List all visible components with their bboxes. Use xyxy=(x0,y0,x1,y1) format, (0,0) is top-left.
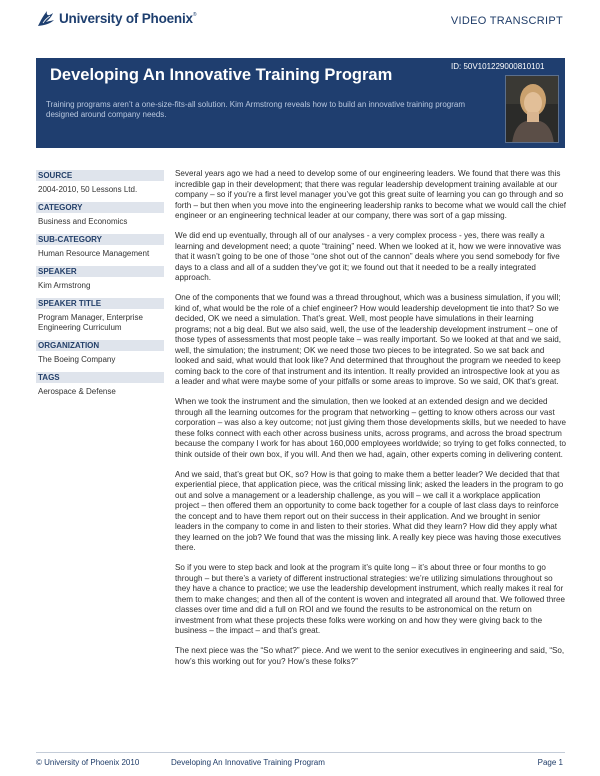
speaker-label: SPEAKER xyxy=(36,266,164,277)
source-value: 2004-2010, 50 Lessons Ltd. xyxy=(38,185,138,194)
brand-name: University of Phoenix® xyxy=(59,10,197,26)
transcript-paragraph: So if you were to step back and look at the program it’s quite long – it’s about three or four months to go through – but there’s a variety of different instructional strategies: we’re utilizing simulations throughout so they have a chance to practice; we use the leadership development instrument, which really makes it real for them to make changes; and then all of the content is woven and integrated all around that. We followed three classes over time and did a full on ROI and we found the results to be astronomical on the return on investment from what these projects these folks were working on and how they were giving back to the business – the impact – and that’s great. xyxy=(175,563,565,635)
organization-label: ORGANIZATION xyxy=(36,340,164,351)
source-label: SOURCE xyxy=(36,170,164,181)
transcript-paragraph: One of the components that we found was a thread throughout, which was a business simulation, if you will; kind of, what would be the role of a chief engineer? How would leadership development tie into that? So we decided, OK we need a simulation. That’s great. Well, most people have simulations in their learning programs; not a big deal. But we also said, well, the use of the leadership development instrument – one of those types of assessments that most people take – was really important. So we looked at that and we said, well, the simulation; the instrument; OK we need those two pieces to be integrated. So we sat back and looked and said, what would that look like? And determined that throughout the program we needed to keep coming back to the core of that instrument and its intention. It really provided an introspective look at you as a leader and what were maybe some of your pitfalls or some areas to improve. So we said, OK that’s great. xyxy=(175,293,562,386)
document-type-label: VIDEO TRANSCRIPT xyxy=(450,15,563,27)
transcript-paragraph: We did end up eventually, through all of our analyses - a very complex process - yes, there was really a learning and development need; a quote “training” need. When we looked at it, how we were innovative was that it wasn’t going to be one of those “one shot out of the cannon” deals where you send somebody for five days to a class and all of a sudden they’ve got it; we found out that it needed to be a really integrated approach. xyxy=(175,231,562,282)
transcript-paragraph: When we took the instrument and the simulation, then we looked at an extended design and we decided through all the learning outcomes for the program that networking – getting to know others across our vast corporation – was also a key outcome; not just giving them those developments skills, but we needed to have these folks connect with each other across business units, across programs, and across the broad spectrum because the company I work for has about 160,000 employees worldwide; so trying to get folks connected, to think outside of their own box, if you will. And then we had, again, other experts coming in delivering content. xyxy=(175,397,566,459)
footer-title: Developing An Innovative Training Program xyxy=(171,758,325,767)
subcategory-label: SUB-CATEGORY xyxy=(36,234,164,245)
speaker-title-value: Program Manager, Enterprise Engineering Curriculum xyxy=(38,313,143,332)
transcript-paragraph: And we said, that’s great but OK, so? How is that going to make them a better leader? We decided that that experiential piece, that application piece, was the critical missing link; asked the leaders in the program to go out and solve a management or a leadership challenge, as you will – we call it a workplace application project – then offered them an opportunity to come back together for a couple of last class days to reinforce the concept and to have them report out on their success in their application. And we brought in senior leaders in the company to come in and listen to their stories. What did they learn? How did they apply what they learned on the job? We found that was the missing link. A really key piece was having those executives there. xyxy=(175,469,564,552)
video-description: Training programs aren’t a one-size-fits-all solution. Kim Armstrong reveals how to build an innovative training program designed around company needs. xyxy=(46,100,466,119)
tags-value: Aerospace & Defense xyxy=(38,387,116,396)
subcategory-value: Human Resource Management xyxy=(38,249,150,258)
category-label: CATEGORY xyxy=(36,202,164,213)
organization-value: The Boeing Company xyxy=(38,355,116,364)
transcript-id: ID: 50V101229000810101 xyxy=(451,62,545,71)
title-banner xyxy=(36,58,565,148)
transcript-paragraph: Several years ago we had a need to develop some of our engineering leaders. We found that there was this incredible gap in their development; that there was regular leadership development training available at our company – so if you’re a first level manager you’ve got this great suite of learning you can go through and so forth – but then when you move into the engineering leadership ranks to become what we would call the chief engineer or an engineering technical leader at our company, there was sort of a gap missing. xyxy=(175,169,566,220)
speaker-photo xyxy=(505,75,559,143)
category-value: Business and Economics xyxy=(38,217,128,226)
footer-divider xyxy=(36,752,565,753)
speaker-title-label: SPEAKER TITLE xyxy=(36,298,164,309)
page-title: Developing An Innovative Training Program xyxy=(50,66,393,84)
speaker-value: Kim Armstrong xyxy=(38,281,91,290)
metadata-sidebar xyxy=(36,170,164,404)
footer-copyright: © University of Phoenix 2010 xyxy=(36,758,140,767)
transcript-paragraph: The next piece was the “So what?” piece. And we went to the senior executives in engineering and said, “So, how’s this working out for you? How’s these folks?” xyxy=(175,646,565,666)
transcript-body xyxy=(175,169,566,677)
page-number: Page 1 xyxy=(537,758,563,767)
university-logo xyxy=(36,8,196,28)
tags-label: TAGS xyxy=(36,372,164,383)
phoenix-bird-icon xyxy=(36,8,56,28)
